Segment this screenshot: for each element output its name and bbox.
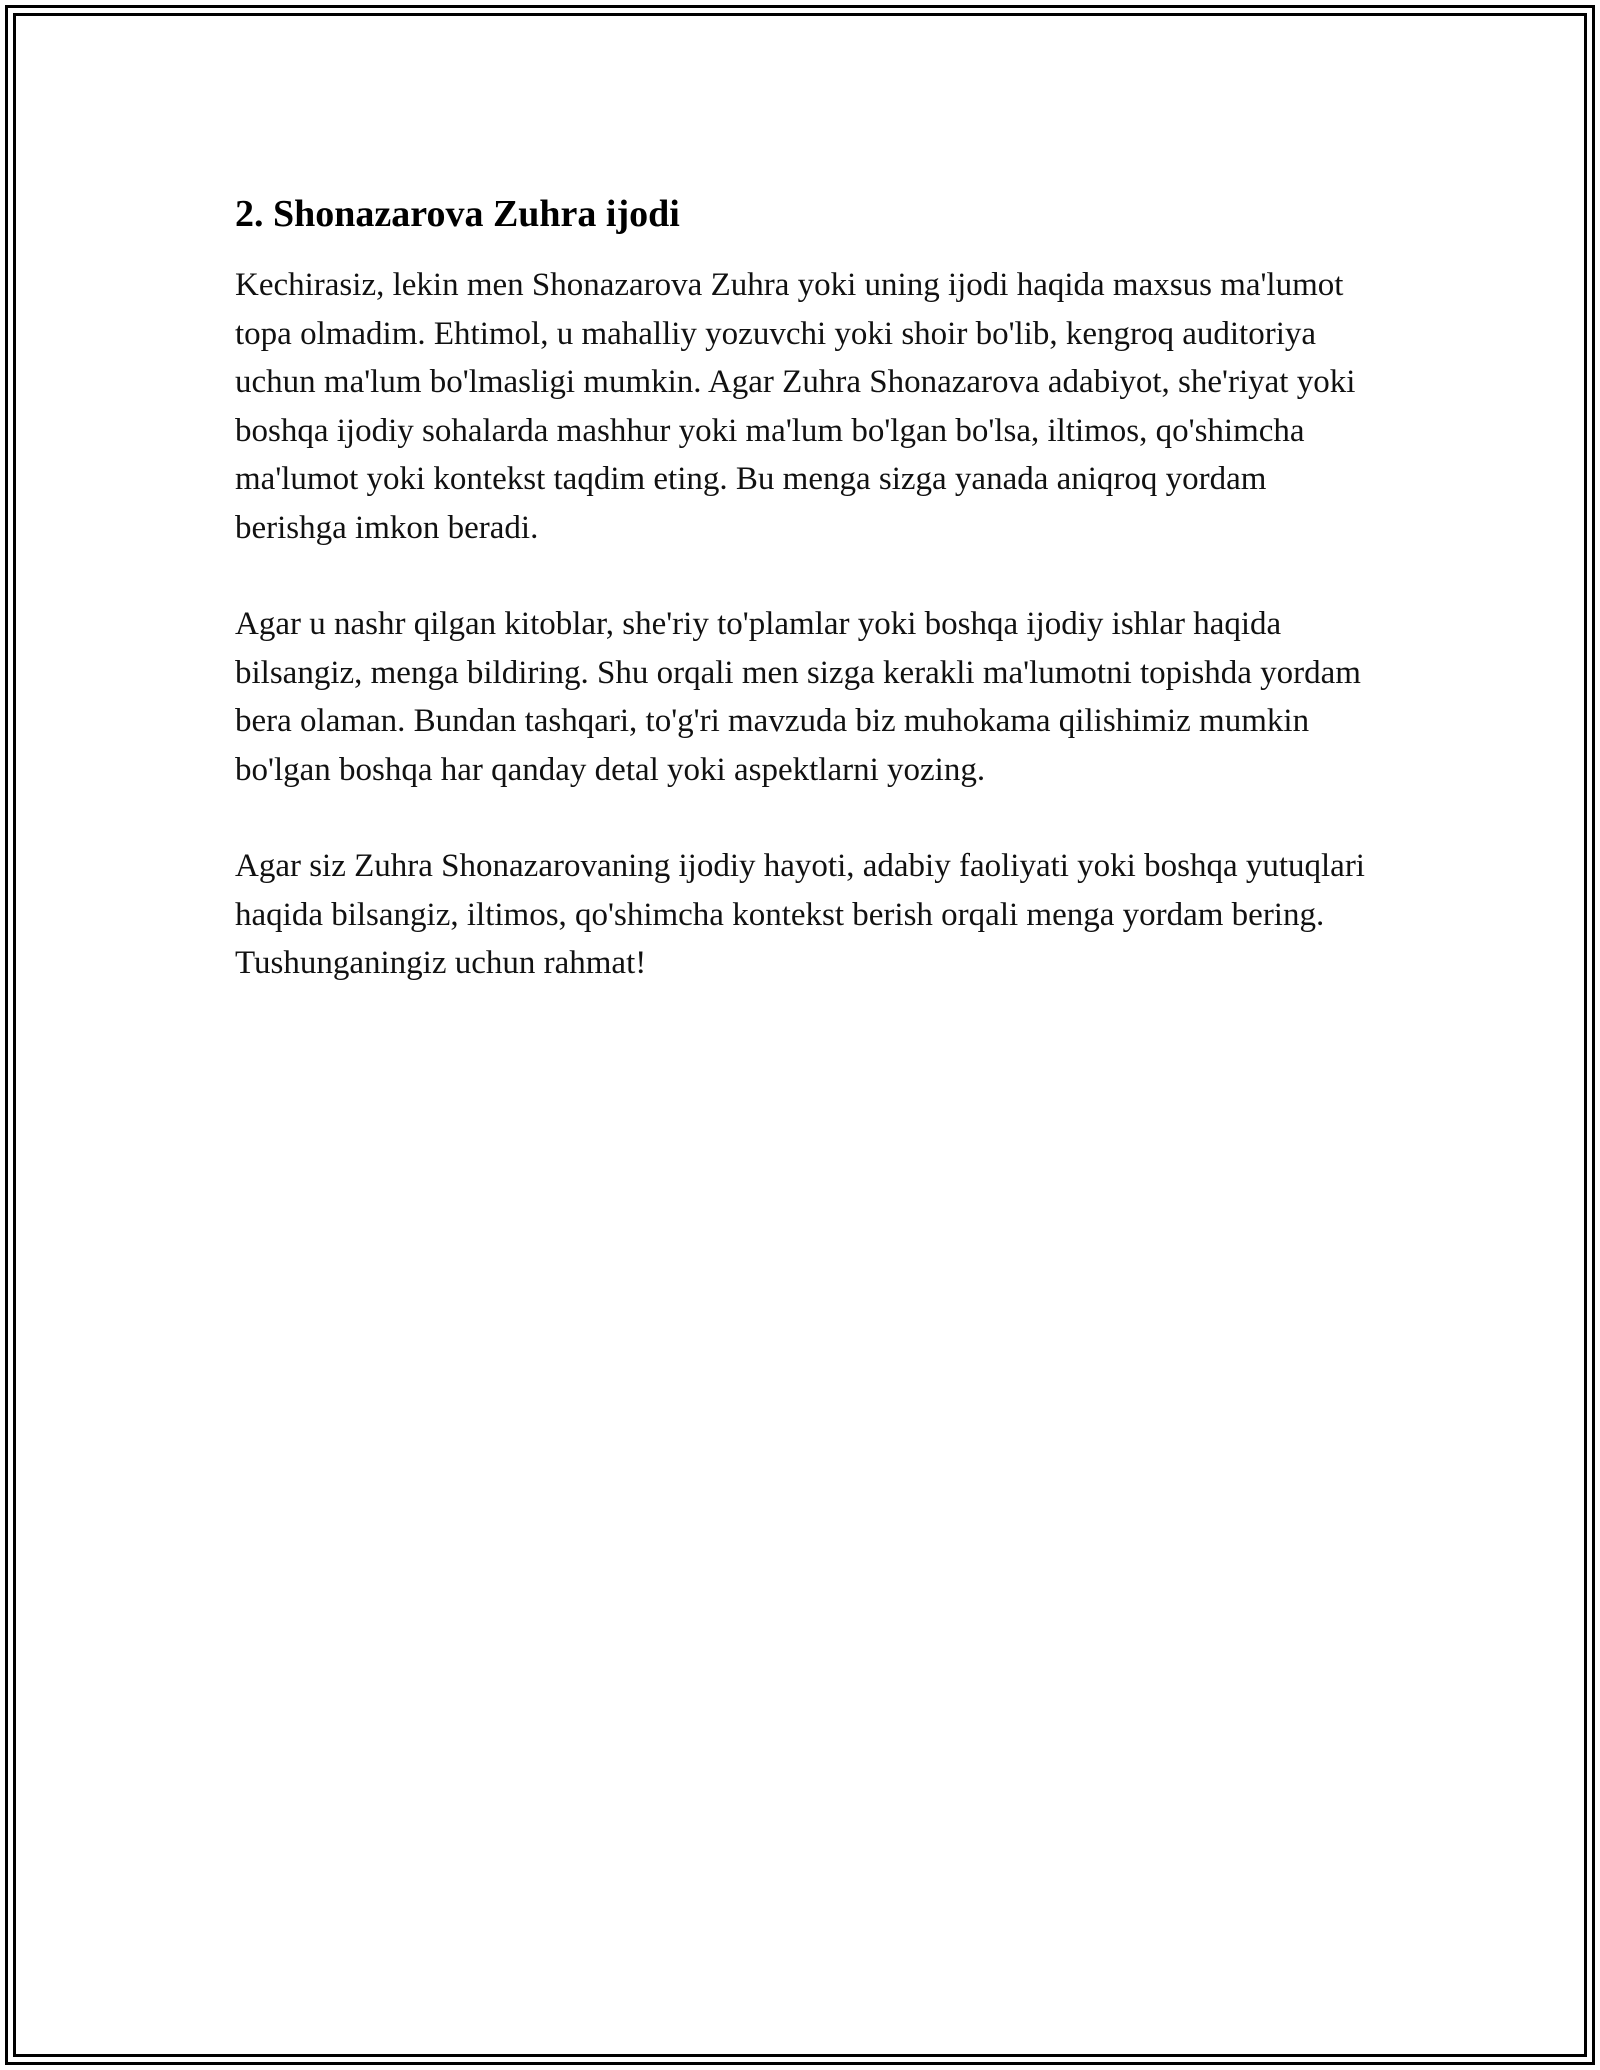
paragraph-1: Kechirasiz, lekin men Shonazarova Zuhra yoki uning ijodi haqida maxsus ma'lumot topa olmadim. Ehtimol, u mahalliy yozuvchi yoki shoir bo'lib, kengroq auditoriya uchun ma'lum bo'lmasligi mumkin. Agar Zuhra Shonazarova adabiyot, she'riyat yoki boshqa ijodiy sohalarda mashhur yoki ma'lum bo'lgan bo'lsa, iltimos, qo'shimcha ma'lumot yoki kontekst taqdim eting. Bu menga sizga yanada aniqroq yordam berishga imkon beradi. bbox=[235, 267, 1356, 546]
document-body bbox=[235, 185, 1375, 1036]
section-heading: 2. Shonazarova Zuhra ijodi bbox=[235, 193, 680, 235]
paragraph-3: Agar siz Zuhra Shonazarovaning ijodiy hayoti, adabiy faoliyati yoki boshqa yutuqlari haqida bilsangiz, iltimos, qo'shimcha kontekst berish orqali menga yordam bering. Tushunganingiz uchun rahmat! bbox=[235, 848, 1365, 981]
paragraph-2: Agar u nashr qilgan kitoblar, she'riy to'plamlar yoki boshqa ijodiy ishlar haqida bilsangiz, menga bildiring. Shu orqali men sizga kerakli ma'lumotni topishda yordam bera olaman. Bundan tashqari, to'g'ri mavzuda biz muhokama qilishimiz mumkin bo'lgan boshqa har qanday detal yoki aspektlarni yozing. bbox=[235, 606, 1361, 788]
